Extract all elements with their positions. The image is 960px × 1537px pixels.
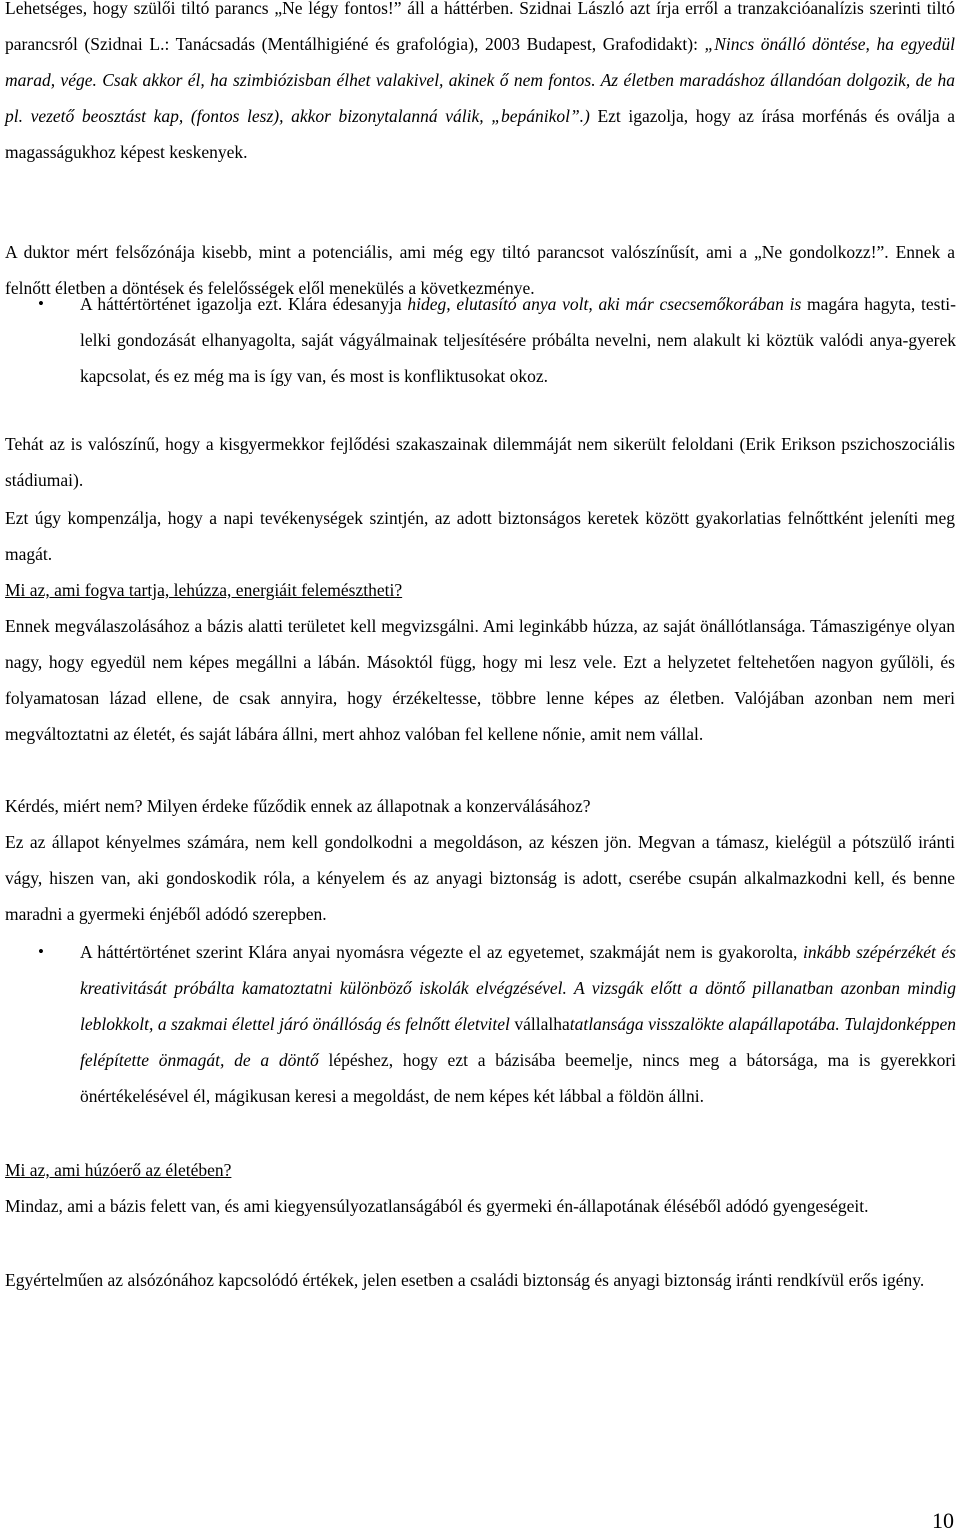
bullet-item-background-1	[80, 286, 956, 394]
bullet-1-rest: magára hagyta, testi-lelki gondozását elhanyagolta, saját vágyálmainak teljesítésére próbálta nevelni, nem alakult ki köztük valódi anya-gyerek kapcsolat, és ez még ma is így van, és most is konfliktusokat okoz.	[80, 294, 956, 386]
paragraph-values: Egyértelműen az alsózónához kapcsolódó értékek, jelen esetben a családi biztonság és anyagi biztonság iránti rendkívül erős igény.	[5, 1270, 925, 1290]
paragraph-pulling-force: Mindaz, ami a bázis felett van, és ami kiegyensúlyozatlanságából és gyermeki én-állapotának éléséből adódó gyengeségeit.	[5, 1196, 869, 1216]
bullet-2-italic: inkább szépérzékét és kreativitását próbálta kamatoztatni különböző iskolák elvégzésével. A vizsgák előtt a döntő pillanatban azonban mindig leblokkolt, a szakmai élettel járó önállóság és felnőtt életvitel	[80, 942, 956, 1034]
paragraph-question: Kérdés, miért nem? Milyen érdeke fűződik ennek az állapotnak a konzerválásához?	[5, 796, 591, 816]
bullet-item-background-2	[80, 934, 956, 1114]
paragraph-compensation: Ezt úgy kompenzálja, hogy a napi tevékenységek szintjén, az adott biztonságos keretek között gyakorlatias felnőttként jeleníti meg magát.	[5, 508, 955, 564]
bullet-2-text-b: vállalha	[509, 1014, 570, 1034]
paragraph-duktor: A duktor mért felsőzónája kisebb, mint a potenciális, ami még egy tiltó parancsot valószínűsít, ami a „Ne gondolkozz!”. Ennek a felnőtt életben a döntések és felelősségek elől menekülés a következménye.	[5, 242, 955, 298]
paragraph-comfort: Ez az állapot kényelmes számára, nem kell gondolkodni a megoldáson, az készen jön. Megvan a támasz, kielégül a pótszülő iránti vágy, hiszen van, aki gondoskodik róla, a kényelem és az anyagi biztonság is adott, cserébe csupán alkalmazkodni kell, és benne maradni a gyermeki énjéből adódó szerepben.	[5, 832, 955, 924]
bullet-icon: •	[38, 294, 44, 313]
paragraph-erikson: Tehát az is valószínű, hogy a kisgyermekkor fejlődési szakaszainak dilemmáját nem sikerült feloldani (Erik Erikson pszichoszociális stádiumai).	[5, 434, 955, 490]
bullet-2-text: A háttértörténet szerint Klára anyai nyomásra végezte el az egyetemet, szakmáját nem is gyakorolta,	[80, 942, 803, 962]
intro-conclusion: Ezt igazolja, hogy az írása morfénás és oválja a magasságukhoz képest keskenyek.	[5, 106, 955, 162]
bullet-icon: •	[38, 942, 44, 961]
page-number: 10	[932, 1508, 954, 1533]
bullet-1-italic: hideg, elutasító anya volt, aki már csecsemőkorában is	[407, 294, 802, 314]
bullet-2-rest: lépéshez, hogy ezt a bázisába beemelje, nincs meg a bátorsága, ma is gyerekkori önértékelésével él, mágikusan keresi a megoldást, de nem képes két lábbal a földön állni.	[80, 1050, 957, 1106]
bullet-1-text: A háttértörténet igazolja ezt. Klára édesanyja	[80, 294, 408, 314]
question-heading-2: Mi az, ami húzóerő az életében?	[5, 1160, 232, 1180]
question-heading-1: Mi az, ami fogva tartja, lehúzza, energiáit felemésztheti?	[5, 580, 403, 600]
paragraph-analysis: Ennek megválaszolásához a bázis alatti területet kell megvizsgálni. Ami leginkább húzza, az saját önállótlansága. Támaszigénye olyan nagy, hogy egyedül nem képes megállni a lábán. Másoktól függ, hogy mi lesz vele. Ezt a helyzetet feltehetően nagyon gyűlöli, és folyamatosan lázad ellene, de csak annyira, hogy érzékeltesse, többre lenne képes az életben. Valójában azonban nem meri megváltoztatni az életét, és saját lábára állni, mert ahhoz valóban fel kellene nőnie, amit nem vállal.	[5, 616, 955, 744]
paragraph-intro	[5, 0, 955, 170]
intro-quote: „Nincs önálló döntése, ha egyedül marad, vége. Csak akkor él, ha szimbiózisban élhet valakivel, akinek ő nem fontos. Az életben maradáshoz állandóan dolgozik, de ha pl. vezető beosztást kap, (fontos lesz), akkor bizonytalanná válik, „bepánikol”.)	[5, 34, 955, 126]
intro-text: Lehetséges, hogy szülői tiltó parancs „Ne légy fontos!” áll a háttérben. Szidnai László azt írja erről a tranzakcióanalízis szerinti tiltó parancsról (Szidnai L.: Tanácsadás (Mentálhigiéné és grafológia), 2003 Budapest, Grafodidakt):	[5, 0, 955, 54]
bullet-2-italic-b: tatlansága visszalökte alapállapotába. Tulajdonképpen felépítette önmagát, de a döntő	[80, 1014, 956, 1070]
